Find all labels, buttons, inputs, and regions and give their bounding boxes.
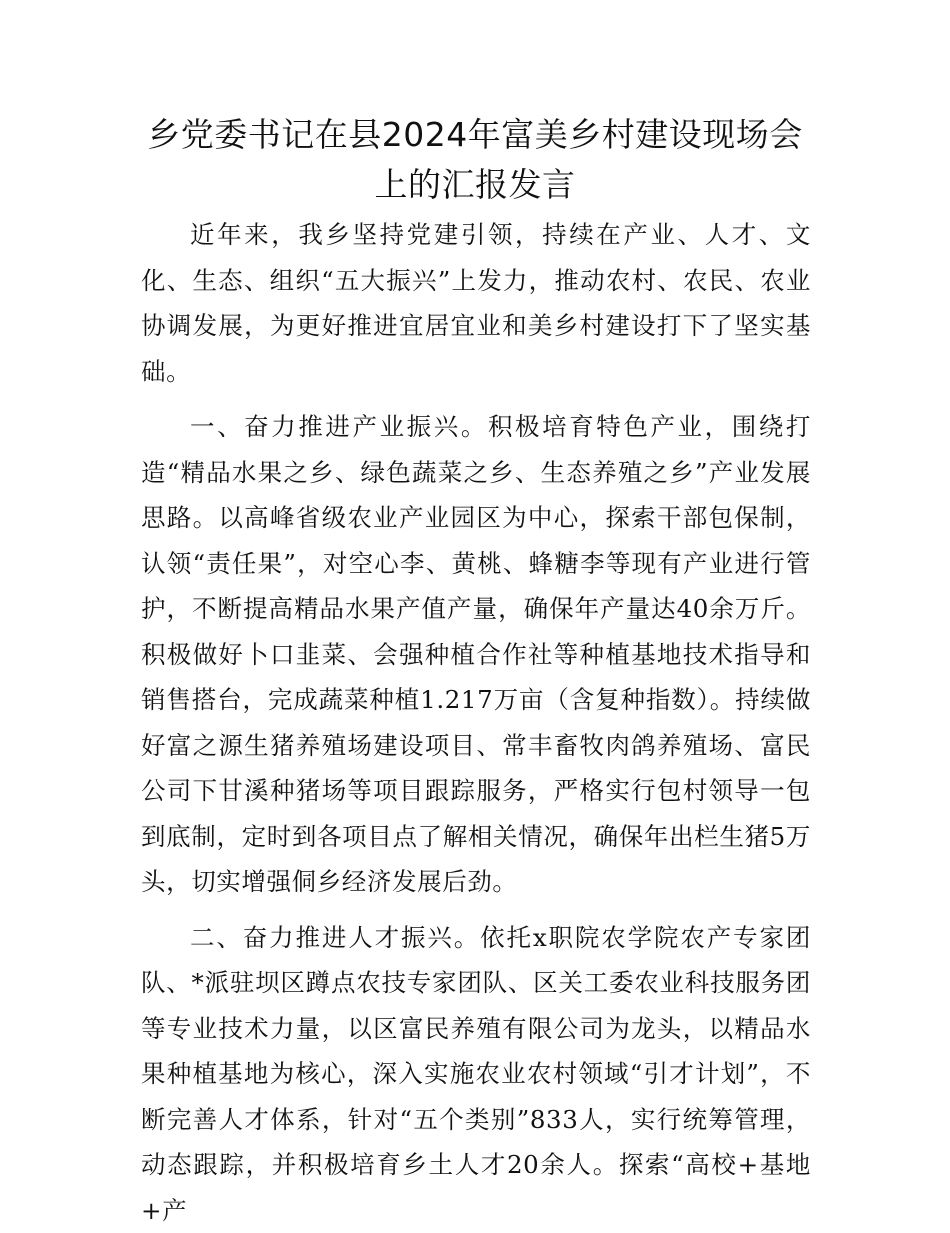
- paragraph-intro: 近年来，我乡坚持党建引领，持续在产业、人才、文化、生态、组织“五大振兴”上发力，推动农村、农民、农业协调发展，为更好推进宜居宜业和美乡村建设打下了坚实基础。: [141, 212, 811, 394]
- paragraph-industry-revitalization: 一、奋力推进产业振兴。积极培育特色产业，围绕打造“精品水果之乡、绿色蔬菜之乡、生态养殖之乡”产业发展思路。以高峰省级农业产业园区为中心，探索干部包保制，认领“责任果”，对空心李、黄桃、蜂糖李等现有产业进行管护，不断提高精品水果产值产量，确保年产量达40余万斤。积极做好卜口韭菜、会强种植合作社等种植基地技术指导和销售搭台，完成蔬菜种植1.217万亩（含复种指数）。持续做好富之源生猪养殖场建设项目、常丰畜牧肉鸽养殖场、富民公司下甘溪种猪场等项目跟踪服务，严格实行包村领导一包到底制，定时到各项目点了解相关情况，确保年出栏生猪5万头，切实增强侗乡经济发展后劲。: [141, 404, 811, 905]
- paragraph-talent-revitalization: 二、奋力推进人才振兴。依托x职院农学院农产专家团队、*派驻坝区蹲点农技专家团队、区关工委农业科技服务团等专业技术力量，以区富民养殖有限公司为龙头，以精品水果种植基地为核心，深入实施农业农村领域“引才计划”，不断完善人才体系，针对“五个类别”833人，实行统筹管理，动态跟踪，并积极培育乡土人才20余人。探索“高校+基地+产: [141, 915, 811, 1233]
- document-title: 乡党委书记在县2024年富美乡村建设现场会上的汇报发言: [140, 110, 810, 210]
- document-body: [141, 212, 811, 1233]
